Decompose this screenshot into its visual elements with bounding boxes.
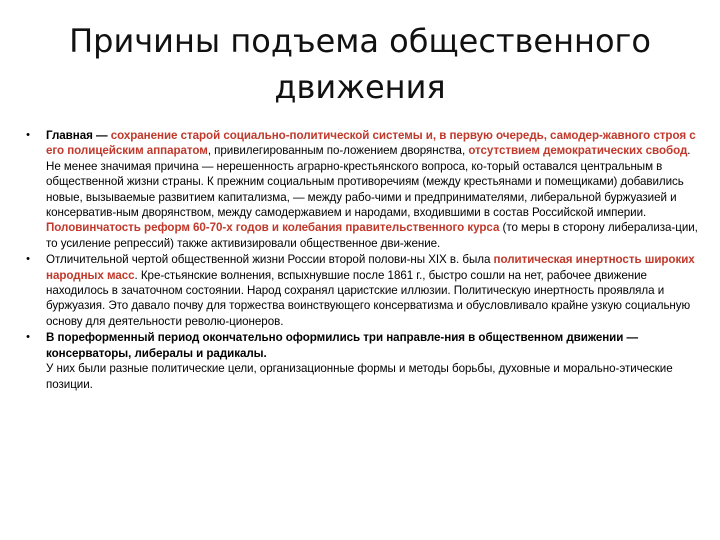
bullet-item-inertia	[22, 252, 702, 329]
text-run: . Кре-стьянские волнения, вспыхнувшие после 1861 г., быстро сошли на нет, рабочее движение находилось в зачаточном состоянии. Народ сохранял царистские иллюзии. Политическую инертность проявляла и буржуазия. Это давало почву для торжества воинствующего консерватизма и обусловливало крайне узкую социальную основу для деятельности револю-ционеров.	[46, 268, 691, 328]
bullet-text	[46, 128, 702, 251]
bullet-text	[46, 330, 702, 392]
text-run-highlight: Половинчатость реформ 60-70-х годов и колебания правительственного курса	[46, 221, 500, 235]
text-run-tail: У них были разные политические цели, организационные формы и методы борьбы, духовные и морально-этические позиции.	[46, 362, 673, 391]
bullet-icon: •	[26, 253, 30, 266]
text-run: (то меры в сторону либерализа-ции, то усиление репрессий) также активизировали общественное дви-жение.	[46, 221, 698, 250]
text-run: Главная —	[46, 129, 111, 142]
text-run-bold: В пореформенный период окончательно оформились три направле-ния в общественном движении — консерваторы, либералы и радикалы.	[46, 331, 639, 360]
text-run: . Не менее значимая причина — нерешенность аграрно-крестьянского вопроса, ко-торый оставался центральным в общественной жизни страны. К прежним социальным противоречиям (между крестьянами и помещиками) добавились новые, вызываемые развитием капитализма, — между рабо-чими и предпринимателями, либеральной буржуазией и консерватив-ным дворянством, между самодержавием и народами, входившими в состав Российской империи.	[46, 144, 691, 220]
text-run: , привилегированным по-ложением дворянства,	[207, 144, 469, 158]
bullet-item-reasons	[22, 128, 702, 251]
slide-title: Причины подъема общественного движения	[69, 22, 651, 106]
bullet-icon: •	[26, 129, 30, 141]
text-run-highlight: отсутствием демократических свобод	[468, 144, 688, 158]
text-run-highlight: сохранение старой социально-политической системы и, в первую очередь, самодер-жавного строя с его полицейским аппаратом	[46, 129, 696, 158]
bullet-list	[22, 128, 702, 392]
bullet-item-directions	[22, 330, 702, 392]
text-run-highlight: политическая инертность широких народных масс	[46, 253, 695, 282]
bullet-text	[46, 252, 702, 329]
text-run: Отличительной чертой общественной жизни России второй полови-ны XIX в. была	[46, 253, 494, 267]
bullet-icon: •	[26, 331, 30, 344]
